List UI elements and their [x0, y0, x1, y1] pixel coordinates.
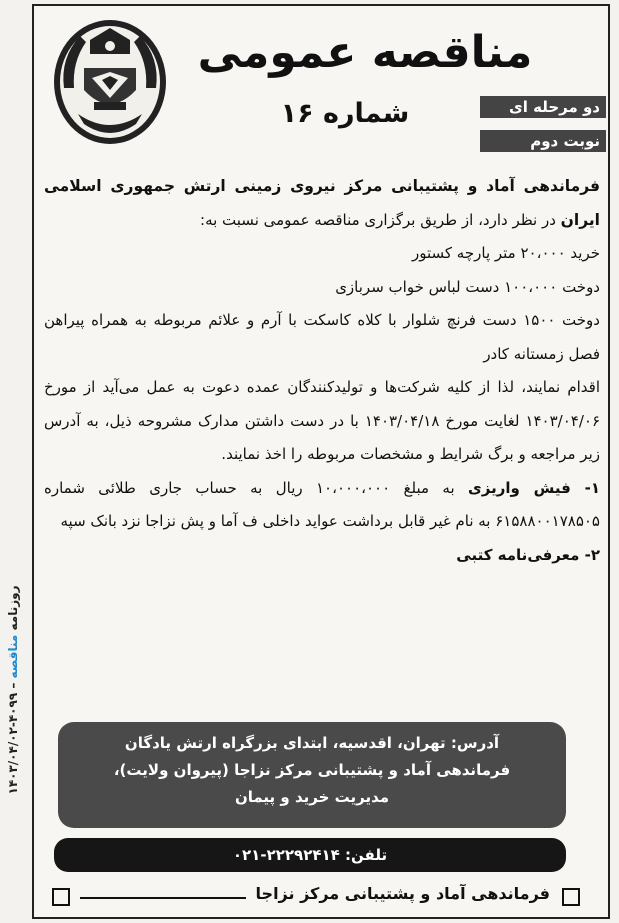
invitation-paragraph: اقدام نمایند، لذا از کلیه شرکت‌ها و تولیدکنندگان عمده دعوت به عمل می‌آید از مورخ ۱۴۰۳/۰۴/۰۶ لغایت مورخ ۱۴۰۳/۰۴/۱۸ با در دست داشتن مدارک مشروحه ذیل، به آدرس زیر مراجعه و برگ شرایط و مشخصات مربوطه را اخذ نمایند.: [44, 378, 600, 463]
tender-item-2: دوخت ۱۰۰،۰۰۰ دست لباس خواب سربازی: [335, 277, 600, 296]
issue-code: ۴۰۹۹-۱۴۰۳/۰۴/۰۲: [6, 692, 20, 795]
tender-body: [44, 170, 600, 572]
army-emblem-icon: [50, 18, 170, 146]
intro-paragraph: [44, 170, 600, 237]
requirement-2: ۲- معرفی‌نامه کتبی: [456, 545, 600, 564]
newspaper-prefix: روزنامه: [6, 585, 20, 631]
tender-item-1: خرید ۲۰،۰۰۰ متر پارچه کستور: [412, 244, 600, 262]
requirement-1-lead: ۱- فیش واریزی: [468, 478, 600, 497]
requirement-1-text: به مبلغ ۱۰،۰۰۰،۰۰۰ ریال به حساب جاری طلائی شماره ۶۱۵۸۸۰۰۱۷۸۵۰۵ به نام غیر قابل برداشت عواید داخلی ف آما و پش نزاجا نزد بانک سپه: [44, 478, 600, 530]
footer-divider: [80, 897, 246, 899]
intro-text: در نظر دارد، از طریق برگزاری مناقصه عمومی نسبت به:: [200, 210, 561, 229]
page-title: مناقصه عمومی: [197, 27, 533, 78]
tender-number: شماره ۱۶: [280, 98, 410, 129]
issuer-name: فرماندهی آماد و پشتیبانی مرکز نیروی زمینی ارتش جمهوری اسلامی ایران: [44, 177, 600, 229]
phone-number: تلفن: ۲۲۲۹۲۴۱۴-۰۲۱: [54, 838, 566, 872]
footer-square-icon: [52, 888, 70, 906]
requirement-1: [44, 472, 600, 539]
footer-issuer: فرماندهی آماد و پشتیبانی مرکز نزاجا: [255, 884, 550, 903]
footer-square-icon: [562, 888, 580, 906]
newspaper-side-label: روزنامه مناقصه – ۴۰۹۹-۱۴۰۳/۰۴/۰۲: [6, 585, 20, 795]
tender-stage-label: دو مرحله ای: [480, 96, 606, 118]
footer: [40, 880, 596, 914]
address-line-2: فرماندهی آماد و پشتیبانی مرکز نزاجا (پیروان ولایت)،: [113, 761, 511, 779]
address-line-3: مدیریت خرید و پیمان: [234, 788, 390, 806]
tender-item-3: دوخت ۱۵۰۰ دست فرنچ شلوار با کلاه کاسکت با آرم و علائم مربوطه به همراه پیراهن فصل زمستانه کادر: [44, 311, 600, 363]
newspaper-brand: مناقصه: [6, 634, 20, 679]
tender-round-label: نوبت دوم: [480, 130, 606, 152]
address-line-1: آدرس: تهران، اقدسیه، ابتدای بزرگراه ارتش یادگان: [124, 734, 500, 752]
address-box: [58, 722, 566, 828]
